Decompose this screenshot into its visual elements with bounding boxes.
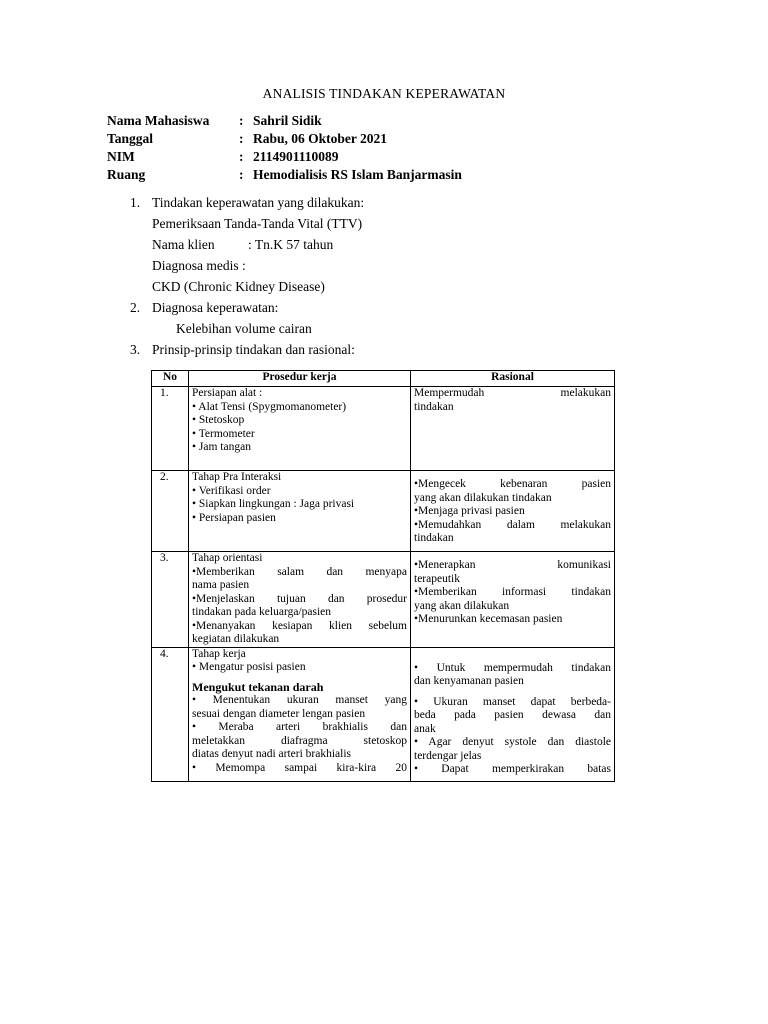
rationale-line: Mempermudah melakukan (414, 387, 611, 399)
row-number: 4. (152, 647, 189, 781)
table-row (152, 552, 615, 648)
diagnosis-label: Diagnosa medis : (152, 258, 246, 273)
header-no: No (152, 371, 189, 387)
rationale-line: • Untuk mempermudah tindakan (414, 661, 611, 674)
diagnosis-value: CKD (Chronic Kidney Disease) (152, 279, 325, 294)
rationale-line: beda pada pasien dewasa dan (414, 709, 611, 721)
info-row-nim (107, 148, 462, 166)
rationale-line: • Agar denyut systole dan diastole (414, 736, 611, 748)
rationale-line: •Menjaga privasi pasien (414, 505, 525, 517)
rationale-line: • Dapat memperkirakan batas (414, 763, 611, 775)
info-label: Ruang (107, 167, 146, 182)
student-info (107, 112, 462, 184)
table-row (152, 387, 615, 471)
list-number: 3. (130, 342, 141, 357)
nursing-diagnosis-value: Kelebihan volume cairan (176, 321, 312, 336)
procedure-item: • Stetoskop (192, 414, 245, 426)
procedure-subheading: Mengukut tekanan darah (192, 679, 324, 694)
list-number: 1. (130, 195, 141, 210)
procedure-item: • Termometer (192, 427, 255, 440)
row-number: 2. (152, 471, 189, 552)
list-item (130, 339, 364, 360)
row-number: 3. (152, 552, 189, 648)
procedure-item: kegiatan dilakukan (192, 633, 280, 645)
procedure-item: diatas denyut nadi arteri brakhialis (192, 748, 352, 760)
rationale-line: • Ukuran manset dapat berbeda- (414, 695, 611, 708)
procedure-item: • Siapkan lingkungan : Jaga privasi (192, 498, 355, 510)
procedure-item: • Persiapan pasien (192, 511, 276, 524)
procedure-item: • Menentukan ukuran manset yang (192, 694, 407, 706)
rationale-line: terdengar jelas (414, 749, 482, 762)
procedure-item: •Menanyakan kesiapan klien sebelum (192, 619, 407, 632)
rationale-line: dan kenyamanan pasien (414, 675, 524, 687)
list-heading: Prinsip-prinsip tindakan dan rasional: (152, 342, 355, 357)
info-separator: : (239, 149, 244, 164)
info-row-room (107, 166, 462, 184)
procedure-item: •Memberikan salam dan menyapa (192, 565, 407, 578)
rationale-line: tindakan (414, 400, 454, 413)
rationale-cell (411, 552, 615, 648)
table-row (152, 471, 615, 552)
rationale-line: •Mengecek kebenaran pasien (414, 478, 611, 490)
rationale-cell (411, 647, 615, 781)
rationale-line: •Memberikan informasi tindakan (414, 586, 611, 598)
procedure-cell (189, 647, 411, 781)
rationale-line: •Memudahkan dalam melakukan (414, 518, 611, 531)
info-value: Hemodialisis RS Islam Banjarmasin (253, 167, 462, 182)
rationale-line: •Menurunkan kecemasan pasien (414, 613, 563, 625)
header-rationale: Rasional (411, 371, 615, 387)
procedure-title: Tahap orientasi (192, 552, 263, 564)
list-heading: Diagnosa keperawatan: (152, 300, 279, 315)
rationale-line: yang akan dilakukan tindakan (414, 491, 552, 504)
info-label: Nama Mahasiswa (107, 113, 210, 128)
procedure-table (151, 370, 615, 782)
info-row-name (107, 112, 462, 130)
procedure-cell (189, 471, 411, 552)
info-label: Tanggal (107, 131, 154, 146)
procedure-item: • Jam tangan (192, 441, 251, 453)
procedure-item: • Memompa sampai kira-kira 20 (192, 761, 407, 774)
rationale-line: •Menerapkan komunikasi (414, 559, 611, 571)
procedure-item: nama pasien (192, 579, 250, 591)
rationale-cell (411, 471, 615, 552)
page-title: ANALISIS TINDAKAN KEPERAWATAN (262, 86, 506, 101)
table-row (152, 647, 615, 781)
client-label: Nama klien (152, 237, 215, 252)
action-text: Pemeriksaan Tanda-Tanda Vital (TTV) (152, 216, 363, 231)
list-number: 2. (130, 300, 141, 315)
procedure-title: Tahap kerja (192, 647, 246, 660)
info-value: Sahril Sidik (253, 113, 322, 128)
rationale-cell (411, 387, 615, 471)
procedure-title: Persiapan alat : (192, 387, 263, 399)
info-separator: : (239, 167, 244, 182)
info-row-date (107, 130, 462, 148)
client-line (130, 234, 364, 255)
info-separator: : (239, 131, 244, 146)
rationale-line: yang akan dilakukan (414, 599, 510, 612)
list-item (130, 192, 364, 213)
rationale-line: anak (414, 722, 436, 735)
procedure-item: • Alat Tensi (Spygmomanometer) (192, 400, 347, 413)
header-procedure: Prosedur kerja (189, 371, 411, 387)
procedure-cell (189, 552, 411, 648)
procedure-title: Tahap Pra Interaksi (192, 471, 282, 483)
row-number: 1. (152, 387, 189, 471)
procedure-item: meletakkan diafragma stetoskop (192, 734, 407, 747)
procedure-item: • Mengatur posisi pasien (192, 661, 306, 673)
table-header-row (152, 371, 615, 387)
procedure-item: • Verifikasi order (192, 484, 271, 497)
info-value: 2114901110089 (253, 149, 339, 164)
procedure-item: tindakan pada keluarga/pasien (192, 606, 332, 618)
numbered-list (130, 192, 364, 360)
procedure-item: • Meraba arteri brakhialis dan (192, 721, 407, 733)
list-item (130, 297, 364, 318)
rationale-line: tindakan (414, 532, 454, 544)
client-value: : Tn.K 57 tahun (248, 237, 334, 252)
info-separator: : (239, 113, 244, 128)
info-label: NIM (107, 149, 135, 164)
list-heading: Tindakan keperawatan yang dilakukan: (152, 195, 365, 210)
rationale-line: terapeutik (414, 572, 460, 585)
procedure-item: •Menjelaskan tujuan dan prosedur (192, 592, 407, 605)
procedure-item: sesuai dengan diameter lengan pasien (192, 707, 366, 720)
procedure-cell (189, 387, 411, 471)
info-value: Rabu, 06 Oktober 2021 (253, 131, 388, 146)
